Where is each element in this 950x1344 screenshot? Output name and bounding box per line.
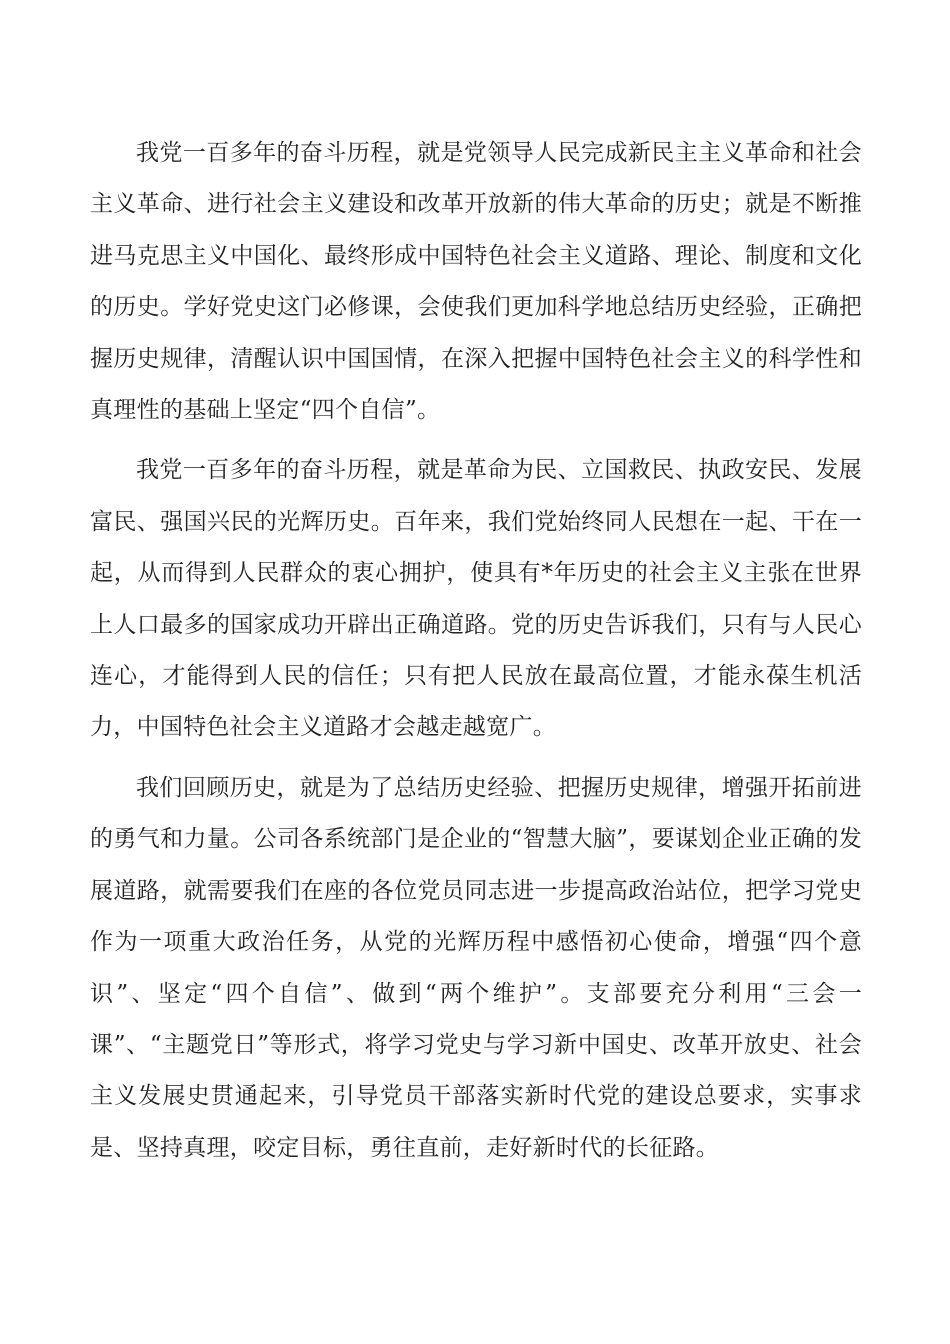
paragraph-3: 我们回顾历史，就是为了总结历史经验、把握历史规律，增强开拓前进的勇气和力量。公司各系统部门是企业的“智慧大脑”，要谋划企业正确的发展道路，就需要我们在座的各位党员同志进一步提高政治站位，把学习党史作为一项重大政治任务，从党的光辉历程中感悟初心使命，增强“四个意识”、坚定“四个自信”、做到“两个维护”。支部要充分利用“三会一课”、“主题党日”等形式，将学习党史与学习新中国史、改革开放史、社会主义发展史贯通起来，引导党员干部落实新时代党的建设总要求，实事求是、坚持真理，咬定目标，勇往直前，走好新时代的长征路。 [90,774,862,1161]
paragraph-2: 我党一百多年的奋斗历程，就是革命为民、立国救民、执政安民、发展富民、强国兴民的光辉历史。百年来，我们党始终同人民想在一起、干在一起，从而得到人民群众的衷心拥护，使具有*年历史的社会主义主张在世界上人口最多的国家成功开辟出正确道路。党的历史告诉我们，只有与人民心连心，才能得到人民的信任；只有把人民放在最高位置，才能永葆生机活力，中国特色社会主义道路才会越走越宽广。 [90,457,862,741]
document-body [90,128,862,1183]
paragraph-1: 我党一百多年的奋斗历程，就是党领导人民完成新民主主义革命和社会主义革命、进行社会主义建设和改革开放新的伟大革命的历史；就是不断推进马克思主义中国化、最终形成中国特色社会主义道路、理论、制度和文化的历史。学好党史这门必修课，会使我们更加科学地总结历史经验，正确把握历史规律，清醒认识中国国情，在深入把握中国特色社会主义的科学性和真理性的基础上坚定“四个自信”。 [90,140,862,424]
